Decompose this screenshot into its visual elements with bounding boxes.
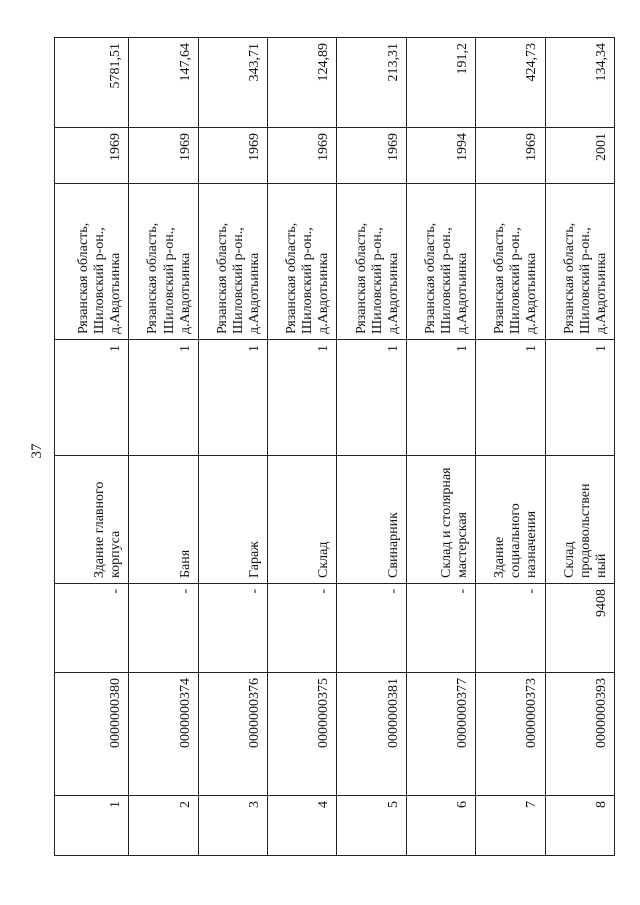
- value-cell: 191,2: [406, 38, 475, 128]
- value-cell: 5781,51: [55, 38, 129, 128]
- value-cell: 124,89: [268, 38, 337, 128]
- quantity-cell: 1: [406, 340, 475, 456]
- code-cell: 9408: [545, 584, 614, 673]
- table-row: [129, 38, 198, 856]
- year-cell: 1969: [198, 128, 267, 184]
- address-line: Шиловский р-он.,: [369, 227, 385, 334]
- inventory-number-cell: 0000000373: [476, 673, 545, 796]
- address-line: д.Авдотьинка: [593, 252, 609, 334]
- table-row: [545, 38, 614, 856]
- table-row: [337, 38, 406, 856]
- quantity-cell: 1: [337, 340, 406, 456]
- address-cell: [337, 184, 406, 340]
- row-number-cell: 4: [268, 796, 337, 856]
- quantity-cell: 1: [129, 340, 198, 456]
- value-cell: 424,73: [476, 38, 545, 128]
- inventory-number-cell: 0000000380: [55, 673, 129, 796]
- page-number: 37: [28, 443, 45, 459]
- address-line: Рязанская область,: [214, 222, 230, 334]
- address-cell: [476, 184, 545, 340]
- quantity-cell: 1: [476, 340, 545, 456]
- property-table: [54, 37, 615, 856]
- quantity-cell: 1: [268, 340, 337, 456]
- row-number-cell: 3: [198, 796, 267, 856]
- address-line: д.Авдотьинка: [177, 252, 193, 334]
- address-line: Рязанская область,: [145, 222, 161, 334]
- object-name-cell: Здание социального назначения: [476, 456, 545, 584]
- address-cell: [268, 184, 337, 340]
- address-line: Шиловский р-он.,: [300, 227, 316, 334]
- address-line: д.Авдотьинка: [247, 252, 263, 334]
- address-line: Рязанская область,: [561, 222, 577, 334]
- quantity-cell: 1: [198, 340, 267, 456]
- value-cell: 343,71: [198, 38, 267, 128]
- address-line: Шиловский р-он.,: [508, 227, 524, 334]
- address-line: Рязанская область,: [422, 222, 438, 334]
- address-line: д.Авдотьинка: [385, 252, 401, 334]
- address-cell: [406, 184, 475, 340]
- table-row: [198, 38, 267, 856]
- inventory-number-cell: 0000000376: [198, 673, 267, 796]
- code-cell: -: [337, 584, 406, 673]
- table-row: [268, 38, 337, 856]
- address-cell: [55, 184, 129, 340]
- table-row: [55, 38, 129, 856]
- inventory-number-cell: 0000000381: [337, 673, 406, 796]
- table-row: [476, 38, 545, 856]
- value-cell: 134,34: [545, 38, 614, 128]
- year-cell: 1969: [476, 128, 545, 184]
- address-cell: [198, 184, 267, 340]
- quantity-cell: 1: [545, 340, 614, 456]
- quantity-cell: 1: [55, 340, 129, 456]
- address-line: д.Авдотьинка: [455, 252, 471, 334]
- table-row: [406, 38, 475, 856]
- inventory-number-cell: 0000000374: [129, 673, 198, 796]
- code-cell: -: [55, 584, 129, 673]
- code-cell: -: [129, 584, 198, 673]
- address-line: Шиловский р-он.,: [230, 227, 246, 334]
- object-name-cell: Баня: [129, 456, 198, 584]
- address-line: Шиловский р-он.,: [92, 227, 108, 334]
- code-cell: -: [406, 584, 475, 673]
- address-cell: [545, 184, 614, 340]
- address-line: Рязанская область,: [76, 222, 92, 334]
- value-cell: 147,64: [129, 38, 198, 128]
- address-line: Рязанская область,: [353, 222, 369, 334]
- inventory-number-cell: 0000000375: [268, 673, 337, 796]
- object-name-cell: Склад продовольствен ный: [545, 456, 614, 584]
- year-cell: 1969: [268, 128, 337, 184]
- row-number-cell: 1: [55, 796, 129, 856]
- value-cell: 213,31: [337, 38, 406, 128]
- row-number-cell: 6: [406, 796, 475, 856]
- address-line: Шиловский р-он.,: [161, 227, 177, 334]
- year-cell: 1969: [129, 128, 198, 184]
- address-line: д.Авдотьинка: [108, 252, 124, 334]
- object-name-cell: Здание главного корпуса: [55, 456, 129, 584]
- row-number-cell: 2: [129, 796, 198, 856]
- year-cell: 2001: [545, 128, 614, 184]
- object-name-cell: Склад и столярная мастерская: [406, 456, 475, 584]
- inventory-number-cell: 0000000393: [545, 673, 614, 796]
- address-line: Шиловский р-он.,: [577, 227, 593, 334]
- code-cell: -: [476, 584, 545, 673]
- row-number-cell: 5: [337, 796, 406, 856]
- object-name-cell: Гараж: [198, 456, 267, 584]
- inventory-number-cell: 0000000377: [406, 673, 475, 796]
- object-name-cell: Свинарник: [337, 456, 406, 584]
- property-table-area: [54, 38, 615, 856]
- row-number-cell: 7: [476, 796, 545, 856]
- address-cell: [129, 184, 198, 340]
- address-line: Рязанская область,: [492, 222, 508, 334]
- year-cell: 1994: [406, 128, 475, 184]
- address-line: д.Авдотьинка: [524, 252, 540, 334]
- property-table-body: [55, 38, 615, 856]
- address-line: Рязанская область,: [284, 222, 300, 334]
- object-name-cell: Склад: [268, 456, 337, 584]
- year-cell: 1969: [55, 128, 129, 184]
- address-line: Шиловский р-он.,: [439, 227, 454, 334]
- code-cell: -: [198, 584, 267, 673]
- year-cell: 1969: [337, 128, 406, 184]
- code-cell: -: [268, 584, 337, 673]
- address-line: д.Авдотьинка: [316, 252, 332, 334]
- row-number-cell: 8: [545, 796, 614, 856]
